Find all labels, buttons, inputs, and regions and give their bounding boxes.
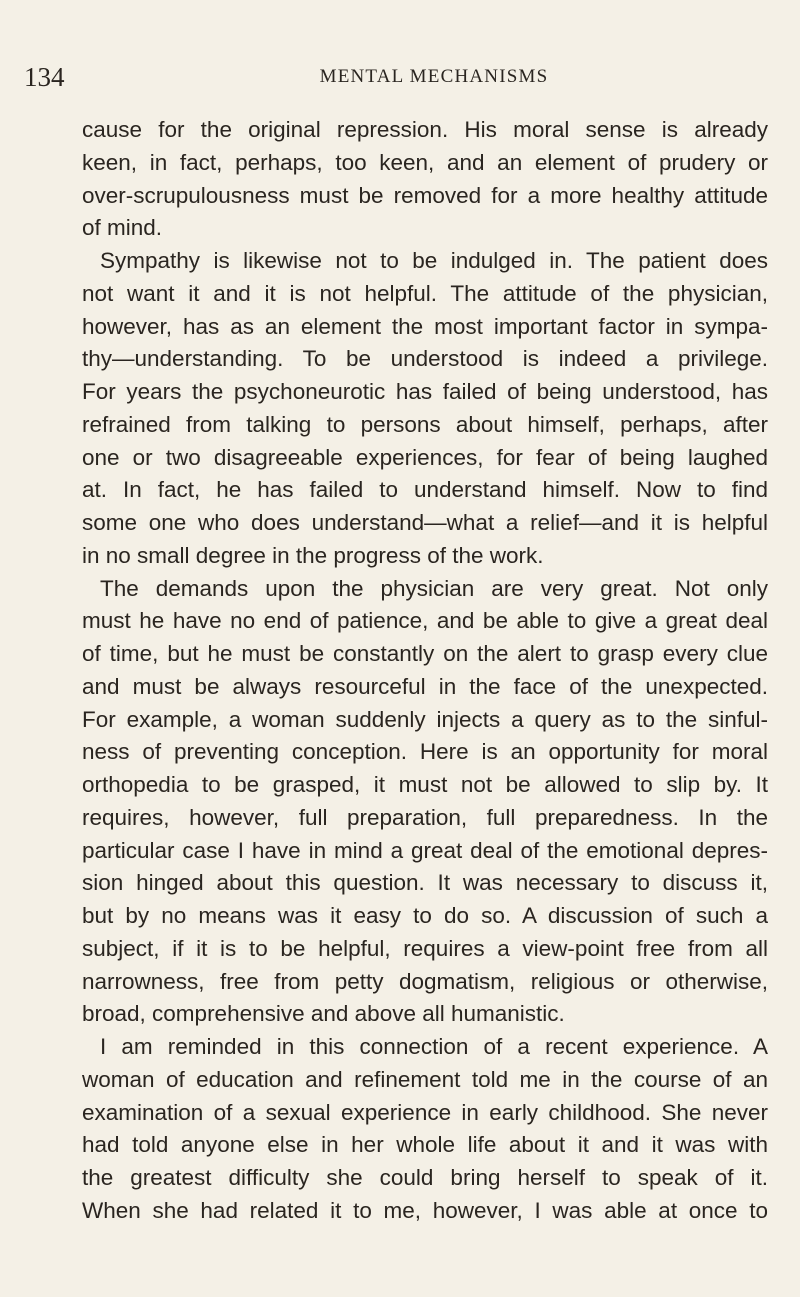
text-line: at. In fact, he has failed to understand himself. Now to find (82, 477, 768, 503)
text-line: over-scrupulousness must be removed for a more healthy attitude (82, 182, 768, 208)
text-line: For years the psychoneurotic has failed of being understood, has (82, 379, 768, 404)
text-line: of time, but he must be constantly on the alert to grasp every clue (82, 641, 768, 666)
text-line: and must be always resourceful in the face of the unexpected. (82, 673, 768, 699)
text-line: the greatest difficulty she could bring herself to speak of it. (82, 1165, 768, 1190)
text-line: requires, however, full preparation, full preparedness. In the (82, 804, 768, 830)
page-number: 134 (24, 62, 65, 92)
text-line: For example, a woman suddenly injects a query as to the sinful- (82, 706, 768, 732)
text-line: When she had related it to me, however, I was able at once to (82, 1197, 768, 1223)
text-line: must he have no end of patience, and be able to give a great deal (82, 608, 768, 634)
text-line: I am reminded in this connection of a recent experience. A (100, 1034, 768, 1059)
text-line: in no small degree in the progress of the work. (82, 542, 544, 568)
running-title: MENTAL MECHANISMS (319, 66, 549, 87)
text-line: not want it and it is not helpful. The attitude of the physician, (82, 280, 768, 306)
page-body-text (82, 114, 768, 1228)
text-line: ness of preventing conception. Here is an opportunity for moral (82, 739, 768, 765)
text-line: broad, comprehensive and above all humanistic. (82, 1001, 565, 1027)
text-line: subject, if it is to be helpful, requires a view-point free from all (82, 935, 768, 961)
text-line: of mind. (82, 215, 163, 241)
text-line: woman of education and refinement told me in the course of an (82, 1066, 768, 1092)
text-line: examination of a sexual experience in early childhood. She never (82, 1099, 768, 1125)
text-line: however, has as an element the most important factor in sympa- (82, 313, 768, 339)
text-line: thy—understanding. To be understood is indeed a privilege. (82, 346, 768, 372)
text-line: The demands upon the physician are very great. Not only (100, 575, 768, 601)
text-line: Sympathy is likewise not to be indulged in. The patient does (100, 248, 768, 273)
text-line: sion hinged about this question. It was necessary to discuss it, (82, 870, 768, 896)
text-line: orthopedia to be grasped, it must not be allowed to slip by. It (82, 772, 768, 797)
text-line: had told anyone else in her whole life about it and it was with (82, 1132, 768, 1158)
text-line: but by no means was it easy to do so. A discussion of such a (82, 903, 768, 928)
text-line: narrowness, free from petty dogmatism, religious or otherwise, (82, 968, 768, 994)
text-line: keen, in fact, perhaps, too keen, and an element of prudery or (82, 149, 768, 175)
text-line: one or two disagreeable experiences, for fear of being laughed (82, 444, 768, 470)
text-line: cause for the original repression. His moral sense is already (82, 117, 768, 142)
text-line: particular case I have in mind a great deal of the emotional depres- (82, 837, 768, 863)
text-line: some one who does understand—what a relief—and it is helpful (82, 510, 768, 535)
text-line: refrained from talking to persons about himself, perhaps, after (82, 411, 768, 437)
